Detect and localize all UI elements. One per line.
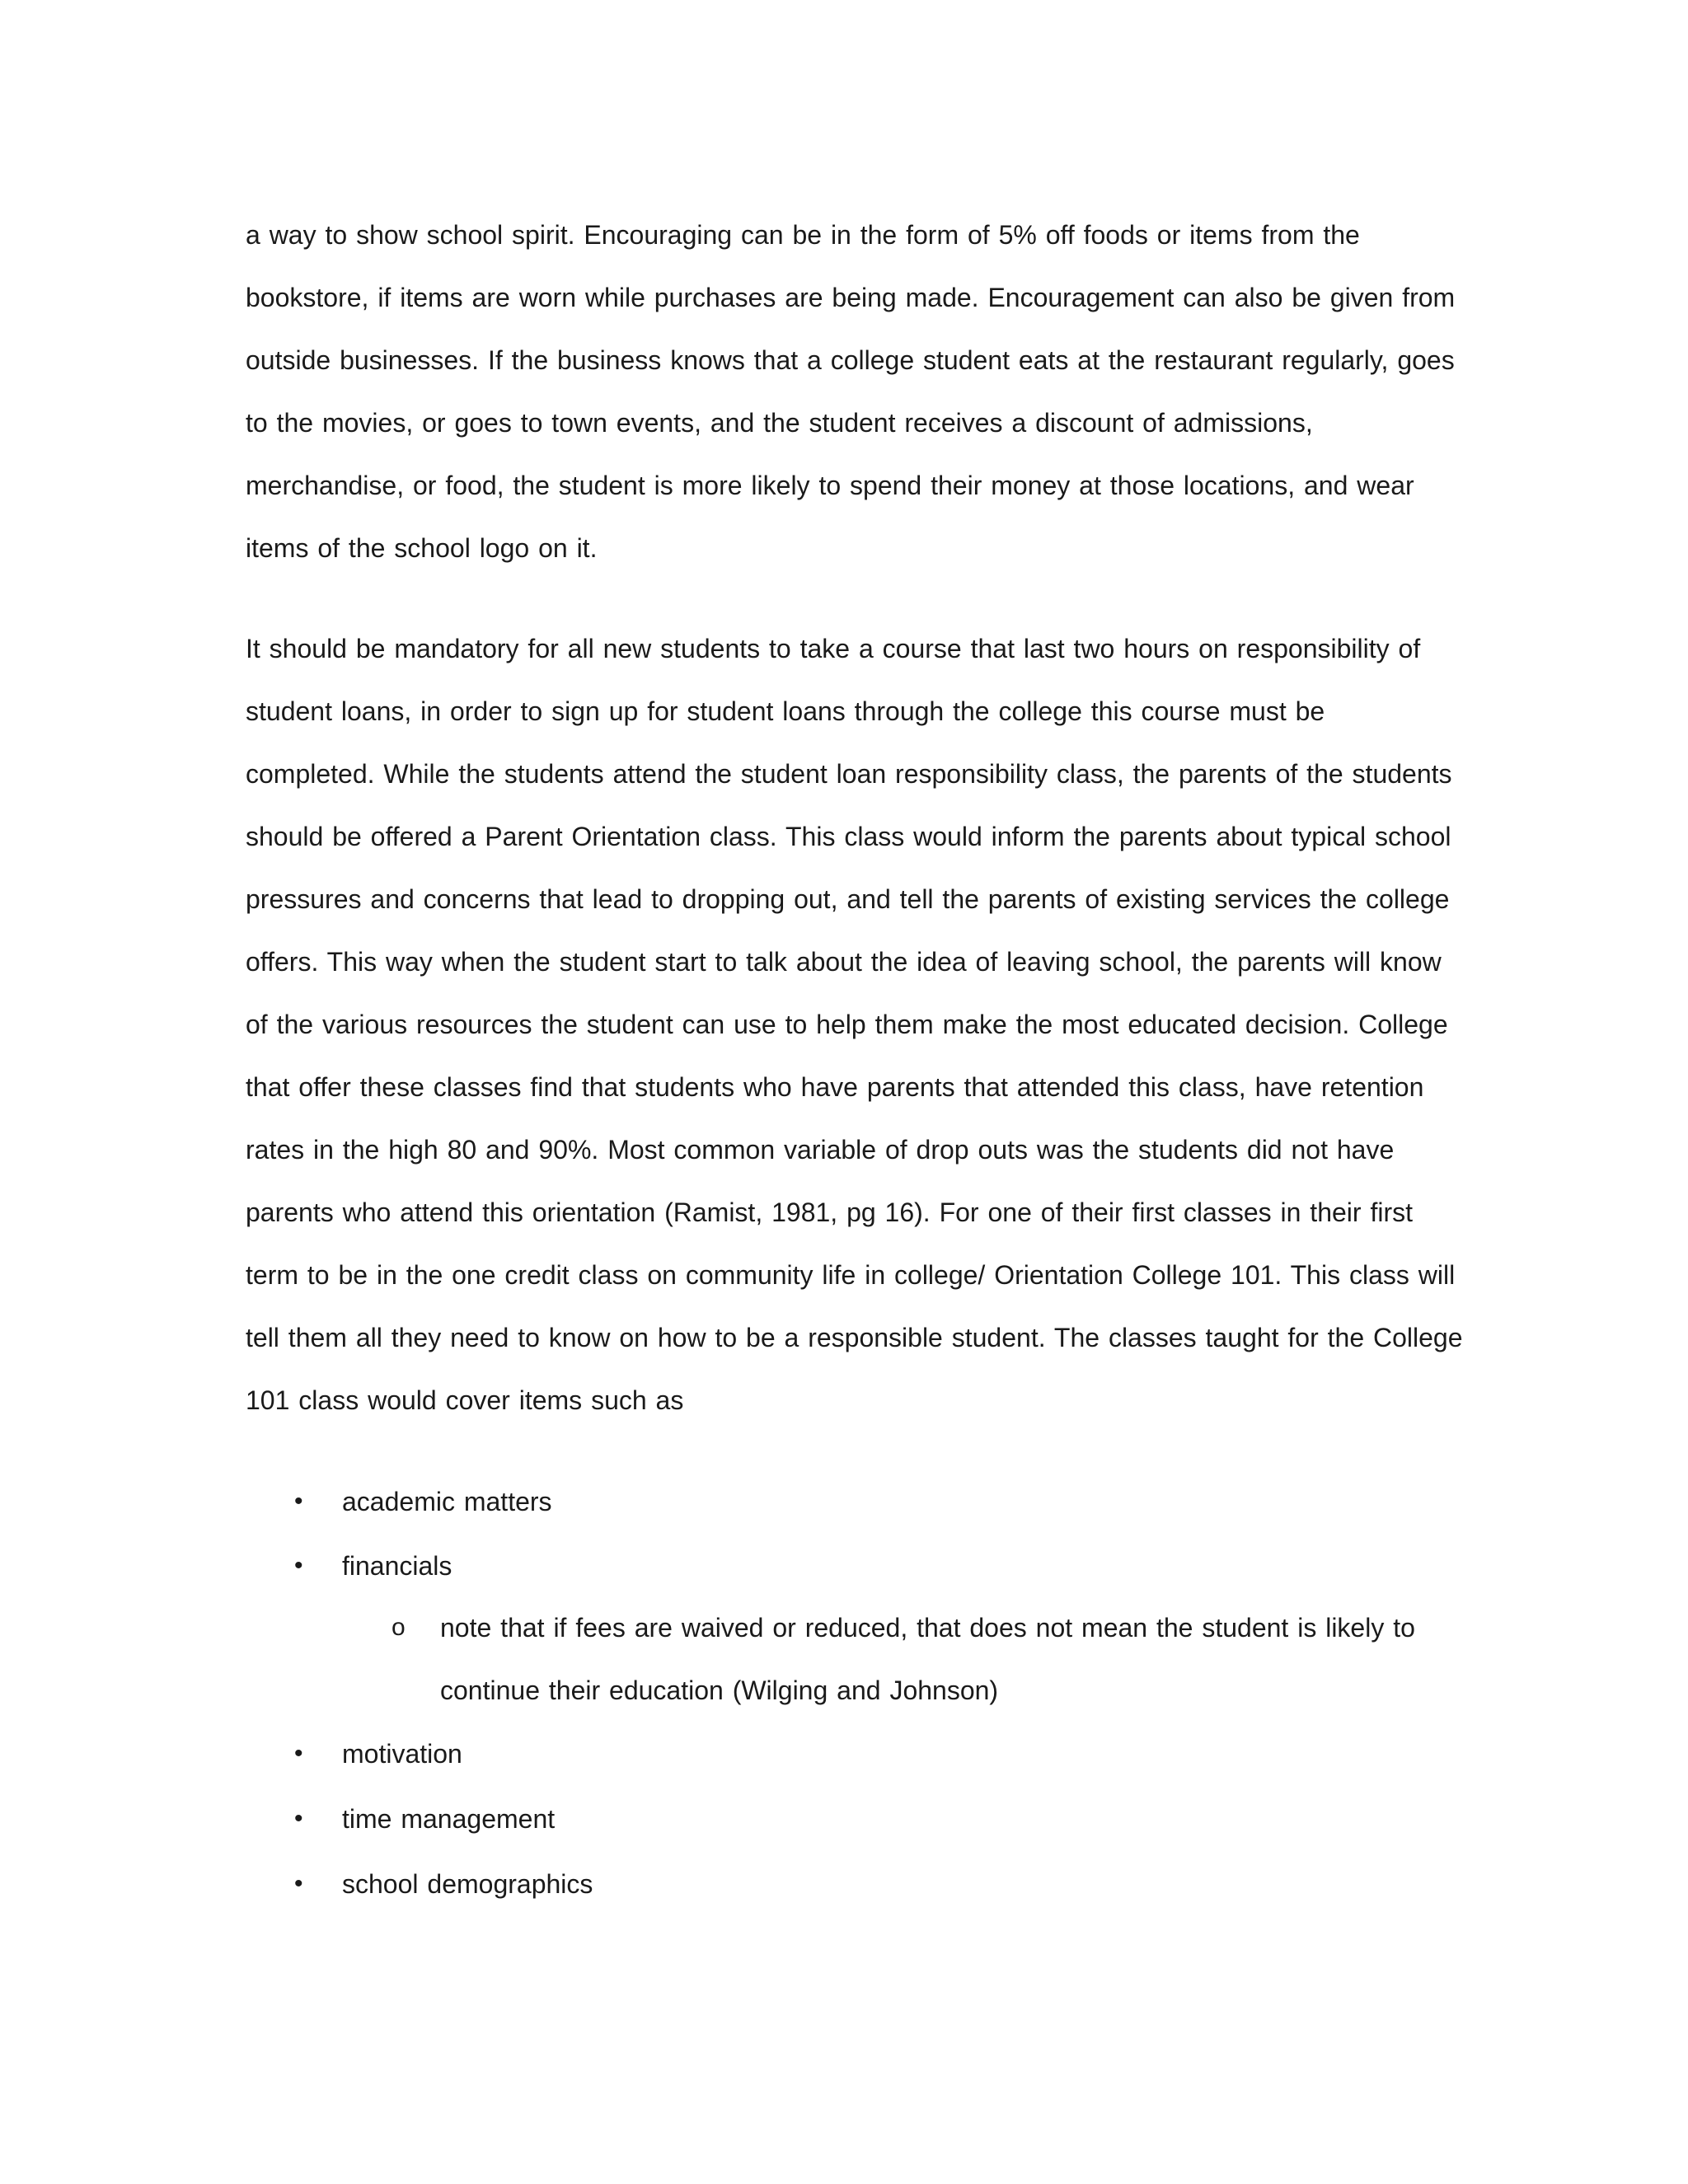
paragraph-line: bookstore, if items are worn while purchases are being made. Encouragement can also be given from (246, 283, 1456, 312)
list-item-text: motivation (342, 1739, 462, 1769)
paragraph-line: parents who attend this orientation (Ramist, 1981, pg 16). For one of their first classes in their first (246, 1197, 1413, 1227)
paragraph-line: completed. While the students attend the student loan responsibility class, the parents of the students (246, 759, 1452, 789)
sub-list-item-text: continue their education (Wilging and Johnson) (440, 1675, 999, 1705)
paragraph-line: 101 class would cover items such as (246, 1385, 684, 1415)
paragraph-line: of the various resources the student can use to help them make the most educated decision. College (246, 1010, 1448, 1039)
list-item-text: financials (342, 1551, 452, 1581)
bullet-icon: • (294, 1870, 303, 1897)
list-item-text: academic matters (342, 1487, 552, 1516)
paragraph-line: should be offered a Parent Orientation class. This class would inform the parents about typical school (246, 822, 1451, 851)
paragraph-line: merchandise, or food, the student is more likely to spend their money at those locations, and wear (246, 471, 1414, 500)
paragraph-line: offers. This way when the student start to talk about the idea of leaving school, the parents will know (246, 947, 1442, 977)
paragraph-line: that offer these classes find that students who have parents that attended this class, have retention (246, 1072, 1424, 1102)
sub-bullet-icon: o (392, 1614, 406, 1641)
paragraph-line: It should be mandatory for all new students to take a course that last two hours on responsibility of (246, 634, 1421, 663)
list-item-text: time management (342, 1804, 556, 1834)
paragraph-line: a way to show school spirit. Encouraging can be in the form of 5% off foods or items from the (246, 220, 1360, 250)
paragraph-line: to the movies, or goes to town events, and the student receives a discount of admissions, (246, 408, 1313, 438)
bullet-icon: • (294, 1740, 303, 1767)
paragraph-line: rates in the high 80 and 90%. Most common variable of drop outs was the students did not have (246, 1135, 1395, 1165)
paragraph-line: items of the school logo on it. (246, 533, 598, 563)
bullet-icon: • (294, 1552, 303, 1579)
paragraph-line: tell them all they need to know on how to be a responsible student. The classes taught for the College (246, 1323, 1463, 1352)
paragraph-line: pressures and concerns that lead to dropping out, and tell the parents of existing services the college (246, 884, 1450, 914)
paragraph-line: student loans, in order to sign up for student loans through the college this course must be (246, 696, 1325, 726)
bullet-icon: • (294, 1488, 303, 1515)
paragraph-line: term to be in the one credit class on community life in college/ Orientation College 101. This class will (246, 1260, 1456, 1290)
sub-list-item-text: note that if fees are waived or reduced, that does not mean the student is likely to (440, 1613, 1415, 1643)
bullet-icon: • (294, 1805, 303, 1832)
list-item-text: school demographics (342, 1869, 593, 1899)
paragraph-line: outside businesses. If the business knows that a college student eats at the restaurant regularly, goes (246, 345, 1455, 375)
